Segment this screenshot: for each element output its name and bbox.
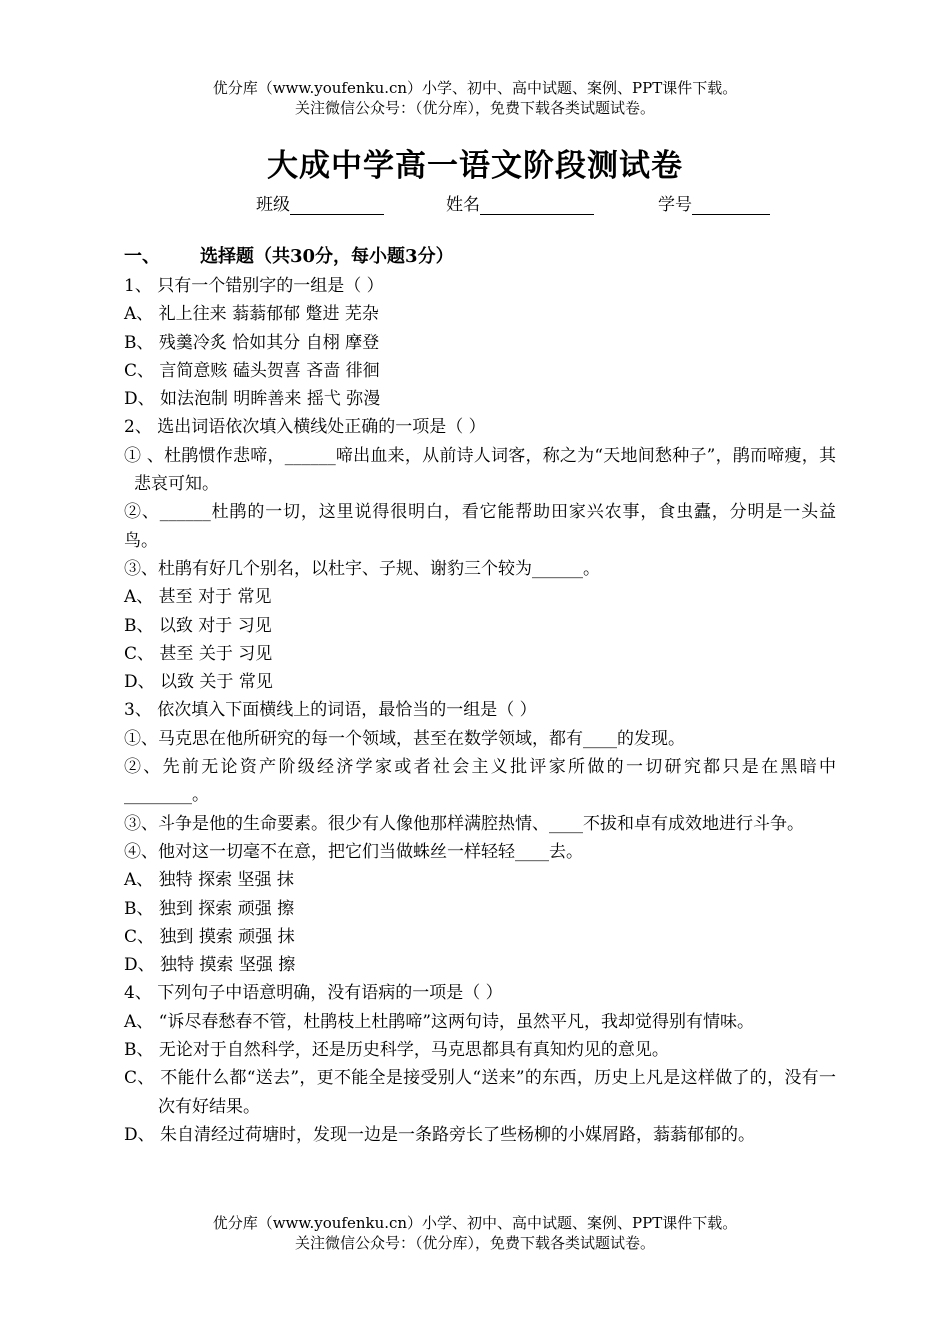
question-4-option-c[interactable]: C、 不能什么都“送去”，更不能全是接受别人“送来”的东西，历史上凡是这样做了的，没有一次有好结果。 (124, 1068, 836, 1117)
section-title: 选择题（共30分，每小题3分） (200, 246, 454, 267)
page-title: 大成中学高一语文阶段测试卷 (267, 148, 683, 184)
question-3-option-d[interactable]: D、 独特 摸索 坚强 擦 (124, 955, 296, 976)
class-blank[interactable] (290, 196, 384, 215)
question-3-option-a[interactable]: A、 独特 探索 坚强 抹 (124, 870, 294, 891)
question-3-sentence-2: ②、先前无论资产阶级经济学家或者社会主义批评家所做的一切研究都只是在黑暗中________。 (124, 757, 836, 806)
footer-line-1: 优分库（www.youfenku.cn）小学、初中、高中试题、案例、PPT课件下载。 (212, 1214, 738, 1232)
section-number: 一、 (124, 246, 160, 267)
question-2-sentence-1: ① 、杜鹃惯作悲啼，______啼出血来，从前诗人词客，称之为“天地间愁种子”，鹃而啼瘦，其悲哀可知。 (124, 445, 836, 495)
question-3-sentence-1: ①、马克思在他所研究的每一个领域，甚至在数学领域，都有____的发现。 (124, 728, 685, 749)
question-1-option-a[interactable]: A、 礼上往来 蓊蓊郁郁 蹩进 芜杂 (124, 304, 379, 325)
question-1-stem: 1、 只有一个错别字的一组是（ ） (124, 276, 384, 296)
question-4-stem: 4、 下列句子中语意明确，没有语病的一项是（ ） (124, 983, 503, 1004)
question-4-option-b[interactable]: B、 无论对于自然科学，还是历史科学，马克思都具有真知灼见的意见。 (124, 1040, 669, 1061)
student-id-field[interactable] (658, 190, 770, 215)
question-4-option-d[interactable]: D、 朱自清经过荷塘时，发现一边是一条路旁长了些杨柳的小媒屑路，蓊蓊郁郁的。 (124, 1124, 756, 1145)
question-3-option-b[interactable]: B、 独到 探索 顽强 擦 (124, 898, 295, 919)
question-2-sentence-3: ③、杜鹃有好几个别名，以杜宇、子规、谢豹三个较为______。 (124, 558, 600, 579)
header-banner (0, 78, 950, 118)
class-label: 班级 (256, 195, 290, 215)
question-2-option-d[interactable]: D、 以致 关于 常见 (124, 672, 273, 693)
exam-content (124, 242, 836, 1149)
student-id-label: 学号 (658, 195, 692, 215)
question-3-sentence-4: ④、他对这一切毫不在意，把它们当做蛛丝一样轻轻____去。 (124, 841, 583, 862)
name-field[interactable] (446, 190, 594, 215)
question-2-option-b[interactable]: B、 以致 对于 习见 (124, 615, 272, 636)
question-2-option-a[interactable]: A、 甚至 对于 常见 (124, 587, 272, 608)
question-1-option-c[interactable]: C、 言简意赅 磕头贺喜 吝啬 徘徊 (124, 360, 380, 381)
name-label: 姓名 (446, 195, 480, 215)
class-field[interactable] (256, 190, 384, 215)
section-heading (124, 242, 836, 272)
question-3-sentence-3: ③、斗争是他的生命要素。很少有人像他那样满腔热情、____不拔和卓有成效地进行斗争。 (124, 813, 804, 834)
footer-banner (0, 1213, 950, 1253)
question-1-option-b[interactable]: B、 残羹冷炙 恰如其分 自栩 摩登 (124, 332, 380, 353)
footer-line-2: 关注微信公众号：（优分库），免费下载各类试题试卷。 (294, 1234, 655, 1252)
question-4-option-a[interactable]: A、 “诉尽春愁春不管，杜鹃枝上杜鹃啼”这两句诗，虽然平凡，我却觉得别有情味。 (124, 1011, 755, 1032)
name-blank[interactable] (480, 196, 594, 215)
question-3-option-c[interactable]: C、 独到 摸索 顽强 抹 (124, 926, 295, 947)
question-2-sentence-2: ②、______杜鹃的一切，这里说得很明白，看它能帮助田家兴农事，食虫蠹，分明是一头益鸟。 (124, 502, 836, 551)
student-id-blank[interactable] (692, 196, 770, 215)
banner-line-2: 关注微信公众号：（优分库），免费下载各类试题试卷。 (294, 99, 655, 117)
question-1-option-d[interactable]: D、 如法泡制 明眸善来 摇弋 弥漫 (124, 389, 381, 410)
question-2-option-c[interactable]: C、 甚至 关于 习见 (124, 643, 273, 664)
question-2-stem: 2、 选出词语依次填入横线处正确的一项是（ ） (124, 417, 486, 438)
banner-line-1: 优分库（www.youfenku.cn）小学、初中、高中试题、案例、PPT课件下载。 (212, 79, 738, 97)
question-3-stem: 3、 依次填入下面横线上的词语，最恰当的一组是（ ） (124, 700, 537, 721)
